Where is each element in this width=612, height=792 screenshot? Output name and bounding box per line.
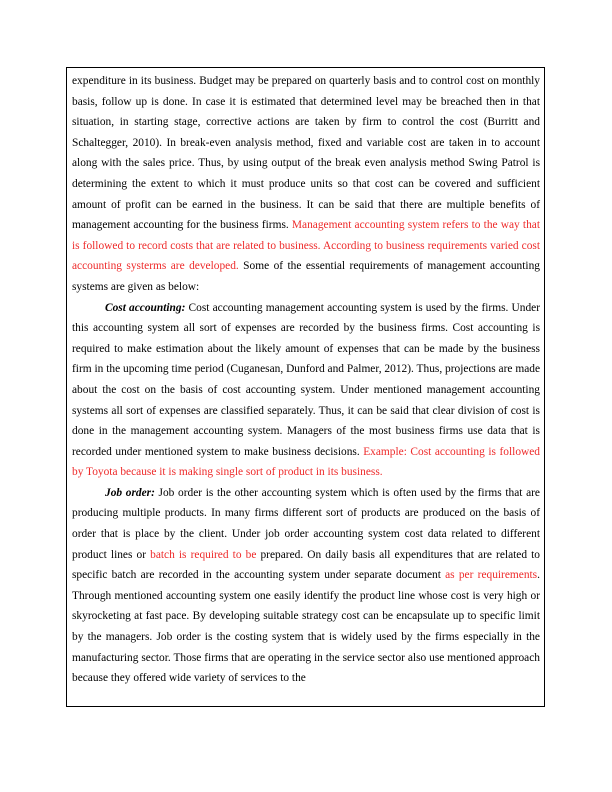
paragraph-cost-accounting	[72, 298, 540, 483]
text-run: Some of the essential requirements of management accounting systems are given as below:	[72, 260, 540, 293]
paragraph-job-order	[72, 483, 540, 689]
text-run: ). In break-even analysis method, fixed and variable cost are taken in to account along with the sales price. Thus, by using output of the break even analysis method Swing Patrol is determining the extent to which it must produce units so that cost can be covered and sufficient amount of profit can be earned in the business. It can be said that there are multiple benefits of management accounting for the business firms.	[72, 136, 540, 232]
citation: Burritt and Schaltegger, 2010	[72, 116, 541, 149]
document-text-box	[66, 67, 545, 707]
citation: Cuganesan, Dunford and Palmer, 2012	[230, 363, 408, 376]
highlighted-text: batch is required to be	[150, 548, 257, 561]
text-run: Cost accounting management accounting system is used by the firms. Under this accounting system all sort of expenses are recorded by the business firms. Cost accounting is required to make estimation about the likely amount of expenses that can be made by the business firm in the upcoming time period (	[72, 301, 540, 376]
text-run: prepared. On daily basis all expenditures that are related to specific batch are recorded in the accounting system under separate document	[72, 548, 541, 582]
paragraph-budget-break-even	[72, 71, 540, 298]
section-heading-cost-accounting: Cost accounting:	[105, 301, 186, 314]
text-run: . Through mentioned accounting system one easily identify the product line whose cost is very high or skyrocketing at fast pace. By developing suitable strategy cost can be encapsulate up to specific limit by the managers. Job order is the costing system that is widely used by the firms especially in the manufacturing sector. Those firms that are operating in the service sector also use mentioned approach because they offered wide variety of services to the	[72, 569, 540, 685]
text-run: ). Thus, projections are made about the cost on the basis of cost accounting system. Under mentioned management accounting systems all sort of expenses are classified separately. Thus, it can be said that clear division of cost is done in the management accounting system. Managers of the most business firms use data that is recorded under mentioned system to make business decisions.	[72, 363, 540, 458]
highlighted-text: Management accounting system refers to the way that is followed to record costs that are related to business. According to business requirements varied cost accounting systerms are developed.	[72, 219, 540, 273]
highlighted-text: as per requirements	[445, 569, 538, 582]
section-heading-job-order: Job order:	[105, 486, 155, 499]
highlighted-text: Example: Cost accounting is followed by Toyota because it is making single sort of product in its business.	[72, 445, 540, 479]
text-run: expenditure in its business. Budget may be prepared on quarterly basis and to control cost on monthly basis, follow up is done. In case it is estimated that determined level may be breached then in that situation, in starting stage, corrective actions are taken by firm to control the cost (	[72, 75, 540, 129]
text-run: Job order is the other accounting system which is often used by the firms that are producing multiple products. In many firms different sort of products are produced on the basis of order that is place by the client. Under job order accounting system cost data related to different product lines or	[72, 486, 540, 561]
